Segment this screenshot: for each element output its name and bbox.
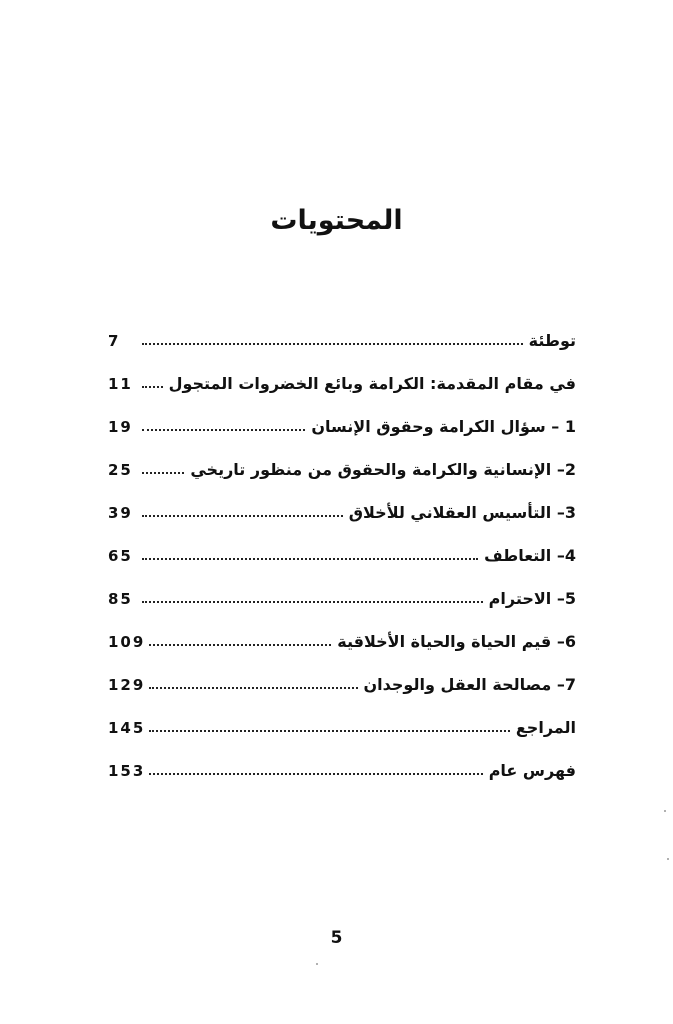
toc-entry-title: 1 – سؤال الكرامة وحقوق الإنسان: [311, 417, 576, 436]
toc-entry-page: 19: [108, 418, 133, 436]
toc-entry-title: المراجع: [515, 718, 576, 737]
toc-entry: [108, 525, 576, 568]
toc-entry-page: 7: [108, 332, 121, 350]
dot-leader: [142, 342, 523, 345]
dot-leader: [149, 772, 482, 775]
toc-entry-page: 85: [108, 590, 133, 608]
toc-entry: [108, 568, 576, 611]
toc-entry: [108, 654, 576, 697]
toc-entry-page: 145: [108, 719, 146, 737]
scan-speck: [316, 963, 318, 965]
dot-leader: [142, 514, 343, 517]
page-title: المحتويات: [270, 205, 403, 236]
toc-entry: [108, 310, 576, 353]
toc-entry: [108, 482, 576, 525]
toc-entry-title: 6– قيم الحياة والحياة الأخلاقية: [337, 632, 576, 651]
table-of-contents: [108, 310, 576, 783]
toc-entry-title: فهرس عام: [488, 761, 576, 780]
scan-speck: [664, 810, 666, 812]
dot-leader: [149, 686, 357, 689]
dot-leader: [142, 471, 184, 474]
toc-entry-title: 5– الاحترام: [488, 589, 576, 608]
page-number: 5: [330, 928, 343, 948]
dot-leader: [149, 729, 510, 732]
toc-entry-title: 4– التعاطف: [484, 546, 576, 565]
toc-entry-page: 25: [108, 461, 133, 479]
toc-entry-page: 109: [108, 633, 146, 651]
toc-entry-page: 39: [108, 504, 133, 522]
toc-entry-page: 153: [108, 762, 146, 780]
toc-entry-page: 11: [108, 375, 133, 393]
toc-entry: [108, 611, 576, 654]
toc-entry-title: في مقام المقدمة: الكرامة وبائع الخضروات المتجول: [168, 374, 576, 393]
toc-entry: [108, 396, 576, 439]
dot-leader: [142, 428, 305, 431]
dot-leader: [142, 600, 483, 603]
toc-entry: [108, 353, 576, 396]
toc-entry: [108, 740, 576, 783]
toc-entry-title: توطئة: [528, 331, 576, 350]
dot-leader: [149, 643, 331, 646]
scan-speck: [667, 858, 669, 860]
toc-entry-title: 3– التأسيس العقلاني للأخلاق: [348, 503, 576, 522]
toc-entry-title: 2– الإنسانية والكرامة والحقوق من منظور تاريخي: [190, 460, 576, 479]
toc-entry: [108, 697, 576, 740]
toc-entry-page: 129: [108, 676, 146, 694]
dot-leader: [142, 385, 163, 388]
dot-leader: [142, 557, 478, 560]
toc-entry-page: 65: [108, 547, 133, 565]
toc-entry: [108, 439, 576, 482]
toc-entry-title: 7– مصالحة العقل والوجدان: [363, 675, 576, 694]
